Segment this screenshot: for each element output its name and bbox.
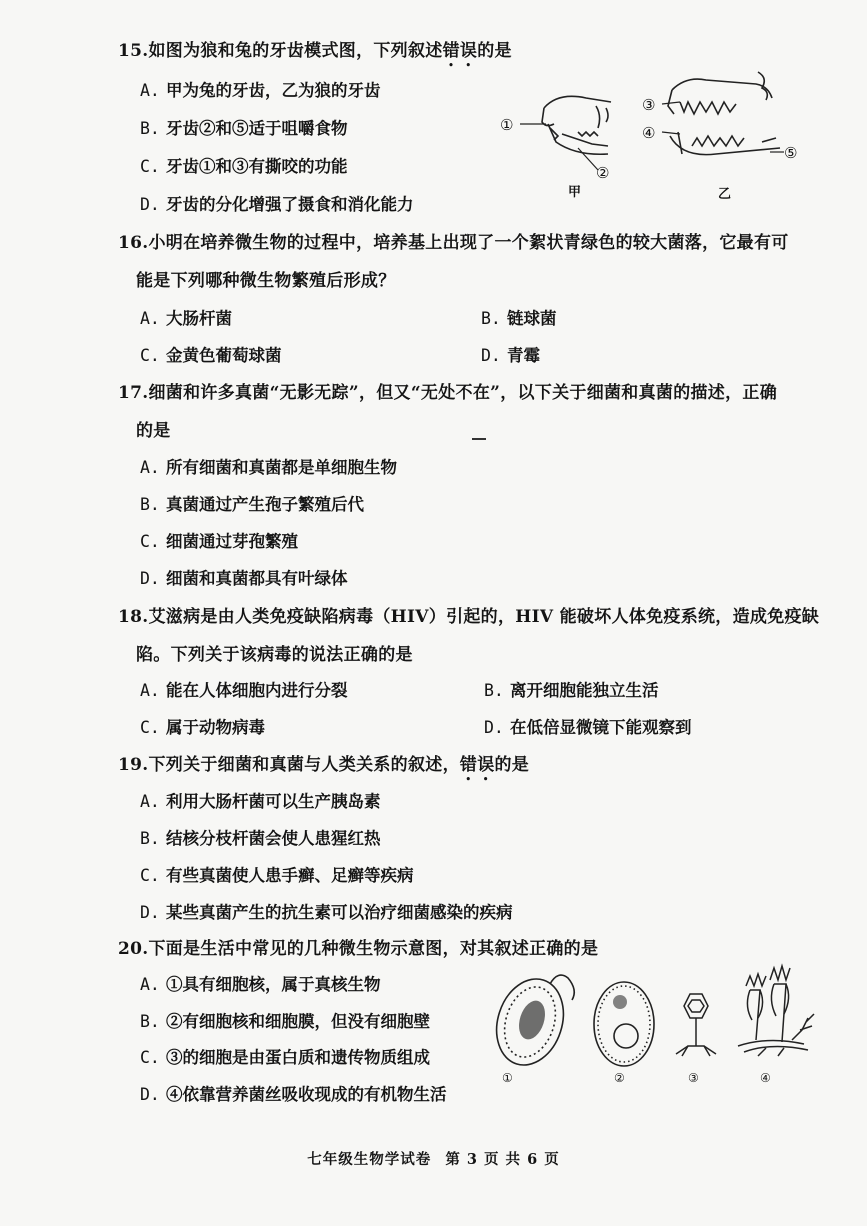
page-footer [0, 1148, 867, 1169]
q17-option-b: B. 真菌通过产生孢子繁殖后代 [140, 495, 364, 514]
q20-option-b: B. ②有细胞核和细胞膜，但没有细胞壁 [140, 1012, 430, 1031]
q18-option-c: C. 属于动物病毒 [140, 718, 265, 737]
tooth-label-2: ② [596, 164, 610, 182]
q17-option-d: D. 细菌和真菌都具有叶绿体 [140, 569, 348, 588]
q15-option-a: A. 甲为兔的牙齿，乙为狼的牙齿 [140, 81, 381, 100]
q19-option-d: D. 某些真菌产生的抗生素可以治疗细菌感染的疾病 [140, 903, 513, 922]
micro-label-4: ④ [760, 1071, 771, 1085]
virus-drawing [676, 994, 716, 1056]
caption-jia: 甲 [568, 185, 582, 200]
question-16-stem-line1: 16.小明在培养微生物的过程中，培养基上出现了一个絮状青绿色的较大菌落，它最有可 [118, 233, 789, 253]
q15-option-d: D. 牙齿的分化增强了摄食和消化能力 [140, 195, 414, 214]
rabbit-upper-jaw [544, 96, 611, 108]
question-18-stem-line1: 18.艾滋病是由人类免疫缺陷病毒（HIV）引起的，HIV 能破坏人体免疫系统，造成免疫缺 [118, 607, 820, 627]
q20-option-d: D. ④依靠营养菌丝吸收现成的有机物生活 [140, 1085, 447, 1104]
wolf-upper-jaw [672, 79, 772, 98]
q16-option-a: A. 大肠杆菌 [140, 309, 232, 328]
pen-mark [472, 438, 486, 440]
mold-drawing [738, 966, 814, 1056]
question-18-stem-line2: 陷。下列关于该病毒的说法正确的是 [136, 645, 413, 665]
question-15-stem: 15.如图为狼和兔的牙齿模式图，下列叙述错误的是 [118, 41, 512, 61]
q19-option-a: A. 利用大肠杆菌可以生产胰岛素 [140, 792, 381, 811]
q15-option-c: C. 牙齿①和③有撕咬的功能 [140, 157, 348, 176]
tooth-label-5: ⑤ [784, 144, 798, 162]
micro-label-2: ② [614, 1071, 625, 1085]
question-16-stem-line2: 能是下列哪种微生物繁殖后形成？ [136, 271, 396, 291]
question-20-stem: 20.下面是生活中常见的几种微生物示意图，对其叙述正确的是 [118, 939, 599, 959]
tooth-label-1: ① [500, 116, 514, 134]
bacterium-drawing [488, 970, 574, 1073]
emphasis-text: 错误 [442, 41, 478, 61]
question-17-stem-line2: 的是 [136, 421, 171, 441]
microorganisms-diagram [488, 960, 828, 1090]
question-19-stem: 19.下列关于细菌和真菌与人类关系的叙述，错误的是 [118, 755, 530, 775]
q16-option-d: D. 青霉 [481, 346, 540, 365]
q18-option-a: A. 能在人体细胞内进行分裂 [140, 681, 348, 700]
q16-option-c: C. 金黄色葡萄球菌 [140, 346, 282, 365]
tooth-label-3: ③ [642, 96, 656, 114]
q19-option-c: C. 有些真菌使人患手癣、足癣等疾病 [140, 866, 414, 885]
q18-option-d: D. 在低倍显微镜下能观察到 [484, 718, 692, 737]
q20-option-c: C. ③的细胞是由蛋白质和遗传物质组成 [140, 1048, 430, 1067]
emphasis-text: 错误 [459, 755, 495, 775]
caption-yi: 乙 [718, 187, 732, 202]
q16-option-b: B. 链球菌 [481, 309, 557, 328]
tooth-label-4: ④ [642, 124, 656, 142]
yeast-drawing [594, 982, 654, 1066]
micro-label-3: ③ [688, 1071, 699, 1085]
q19-option-b: B. 结核分枝杆菌会使人患猩红热 [140, 829, 381, 848]
micro-label-1: ① [502, 1071, 513, 1085]
q17-option-a: A. 所有细菌和真菌都是单细胞生物 [140, 458, 397, 477]
q20-option-a: A. ①具有细胞核，属于真核生物 [140, 975, 381, 994]
teeth-diagram [496, 62, 806, 204]
q15-option-b: B. 牙齿②和⑤适于咀嚼食物 [140, 119, 348, 138]
footer-page-number: 第 3 页 共 6 页 [445, 1151, 560, 1168]
question-17-stem-line1: 17.细菌和许多真菌“无影无踪”，但又“无处不在”，以下关于细菌和真菌的描述，正确 [118, 383, 777, 403]
q18-option-b: B. 离开细胞能独立生活 [484, 681, 659, 700]
footer-title: 七年级生物学试卷 [307, 1151, 432, 1168]
q17-option-c: C. 细菌通过芽孢繁殖 [140, 532, 298, 551]
